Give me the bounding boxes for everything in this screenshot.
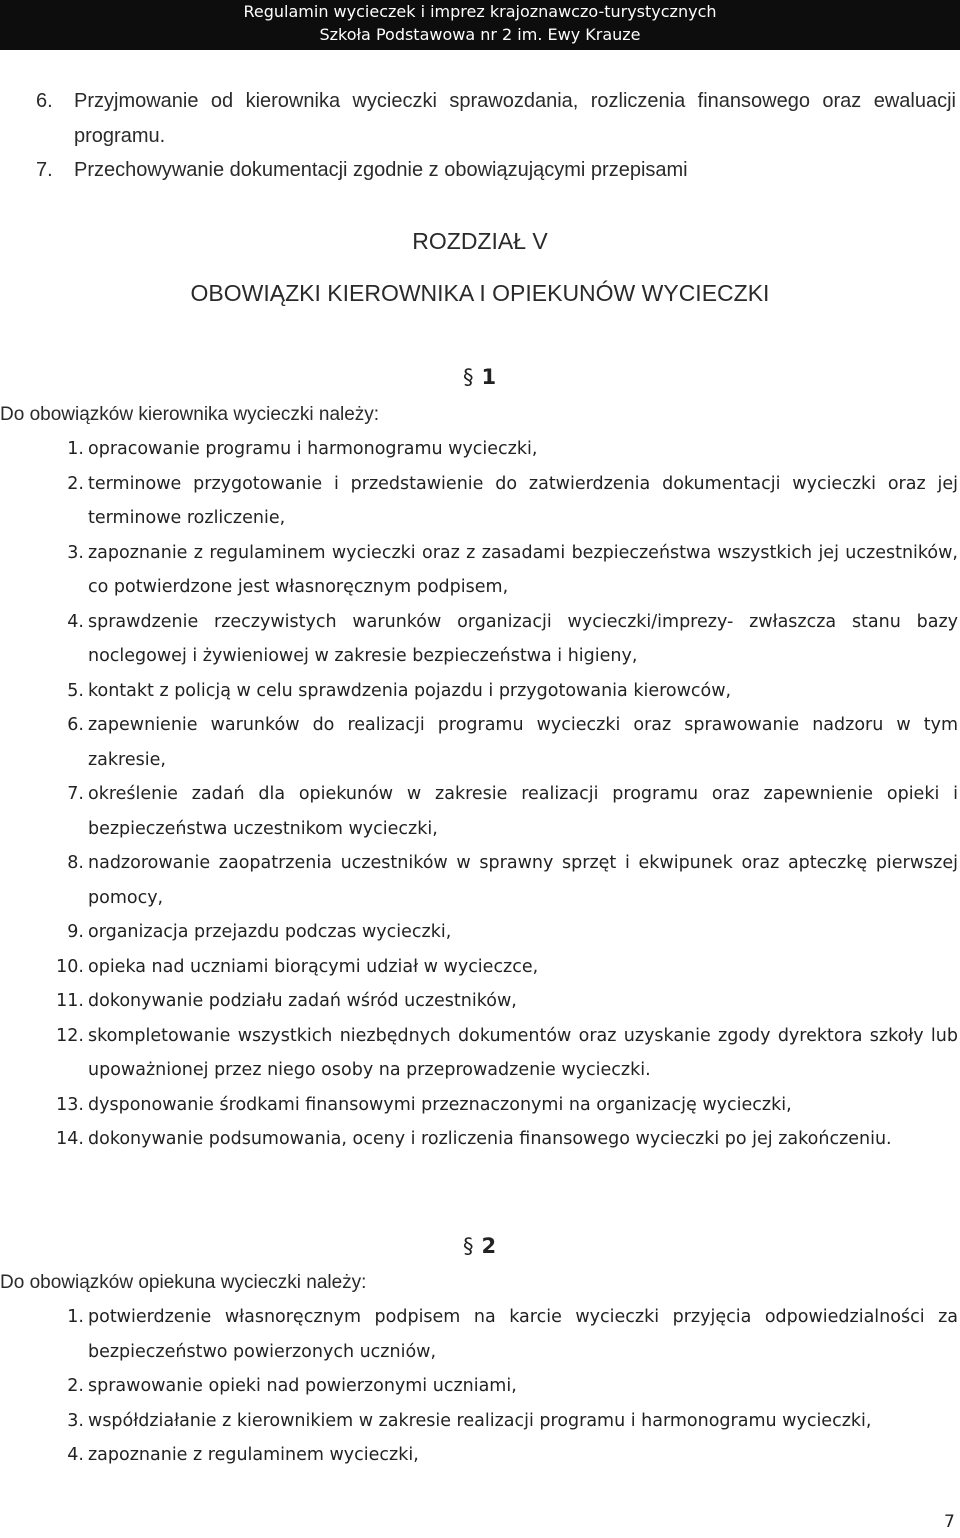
list-item-number: 3. [67,542,84,563]
list-item [0,846,958,915]
list-item-number: 12. [56,1025,84,1046]
list-item-text: sprawdzenie rzeczywistych warunków organizacji wycieczki/imprezy- zwłaszcza stanu bazy noclegowej i żywieniowej w zakresie bezpieczeństwa i higieny, [88,611,958,666]
section-number: 1 [481,365,497,389]
chapter-subtitle: OBOWIĄZKI KIEROWNIKA I OPIEKUNÓW WYCIECZKI [190,280,770,306]
list-item-text: zapoznanie z regulaminem wycieczki oraz z zasadami bezpieczeństwa wszystkich jej uczestników, co potwierdzone jest własnoręcznym podpisem, [88,542,958,597]
list-item-text: opieka nad uczniami biorącymi udział w wycieczce, [88,956,539,977]
list-item [0,1300,958,1369]
section-intro: Do obowiązków opiekuna wycieczki należy: [0,1272,367,1293]
list-item [0,1088,958,1123]
duties-list-leader [0,432,958,1157]
section-number: 2 [481,1234,497,1258]
list-item [0,915,958,950]
list-item [0,1019,958,1088]
list-item-number: 10. [56,956,84,977]
list-item [0,536,958,605]
header-title: Regulamin wycieczek i imprez krajoznawczo-turystycznych [243,2,717,21]
list-item-text: sprawowanie opieki nad powierzonymi uczniami, [88,1376,517,1396]
section-symbol: § [463,1234,474,1258]
list-item-number: 2. [67,473,84,494]
list-item-number: 1. [67,439,84,459]
list-item-number: 8. [67,853,84,873]
list-item [0,1122,958,1157]
list-item [30,153,956,188]
list-item [0,777,958,846]
list-item-text: Przyjmowanie od kierownika wycieczki sprawozdania, rozliczenia finansowego oraz ewaluacji programu. [74,90,956,147]
list-item-text: opracowanie programu i harmonogramu wycieczki, [88,439,538,459]
list-item-number: 9. [67,922,84,942]
list-item-number: 6. [67,715,84,735]
list-item-number: 1. [67,1307,84,1327]
list-item-number: 5. [67,680,84,701]
list-item-text: organizacja przejazdu podczas wycieczki, [88,922,452,942]
list-item [0,984,958,1019]
list-item-number: 4. [67,611,84,632]
list-item-text: nadzorowanie zaopatrzenia uczestników w sprawny sprzęt i ekwipunek oraz apteczkę pierwszej pomocy, [88,853,958,908]
section-intro: Do obowiązków kierownika wycieczki należy: [0,404,380,425]
header-school-name: Szkoła Podstawowa nr 2 im. Ewy Krauze [319,25,641,44]
list-item-text: zapoznanie z regulaminem wycieczki, [88,1445,419,1465]
list-item [0,467,958,536]
list-item-number: 2. [67,1376,84,1396]
list-item-number: 11. [56,991,84,1011]
section-heading-2 [463,1234,496,1258]
list-item-number: 13. [56,1094,84,1115]
list-item-text: dokonywanie podziału zadań wśród uczestników, [88,991,517,1011]
list-item-number: 3. [67,1410,84,1431]
section-symbol: § [463,365,474,389]
list-item-text: dysponowanie środkami finansowymi przeznaczonymi na organizację wycieczki, [88,1094,792,1115]
duties-list-guardian [0,1300,958,1473]
list-item-number: 4. [67,1445,84,1465]
list-item [0,674,958,709]
page-header [0,0,960,50]
list-item-number: 14. [56,1129,84,1149]
list-item [0,605,958,674]
list-item [30,84,956,153]
list-item-text: terminowe przygotowanie i przedstawienie do zatwierdzenia dokumentacji wycieczki oraz jej terminowe rozliczenie, [88,473,958,528]
section-heading-1 [463,365,496,389]
list-item [0,1404,958,1439]
list-item-text: określenie zadań dla opiekunów w zakresie realizacji programu oraz zapewnienie opieki i bezpieczeństwa uczestnikom wycieczki, [88,784,958,839]
list-item-text: Przechowywanie dokumentacji zgodnie z obowiązującymi przepisami [74,159,688,181]
list-item-text: potwierdzenie własnoręcznym podpisem na karcie wycieczki przyjęcia odpowiedzialności za bezpieczeństwo powierzonych uczniów, [88,1307,958,1362]
continued-list [30,84,956,188]
list-item-text: dokonywanie podsumowania, oceny i rozliczenia finansowego wycieczki po jej zakończeniu. [88,1129,892,1149]
list-item [0,432,958,467]
list-item [0,708,958,777]
list-item-number: 7. [67,784,84,804]
list-item-text: zapewnienie warunków do realizacji programu wycieczki oraz sprawowanie nadzoru w tym zakresie, [88,715,958,770]
list-item [0,950,958,985]
list-item-text: kontakt z policją w celu sprawdzenia pojazdu i przygotowania kierowców, [88,680,732,701]
list-item-text: skompletowanie wszystkich niezbędnych dokumentów oraz uzyskanie zgody dyrektora szkoły lub upoważnionej przez niego osoby na przeprowadzenie wycieczki. [88,1025,958,1080]
list-item-number: 7. [36,159,53,181]
list-item [0,1369,958,1404]
list-item-number: 6. [36,90,53,112]
chapter-title: ROZDZIAŁ V [412,228,548,254]
page-number: 7 [944,1512,955,1532]
list-item-text: współdziałanie z kierownikiem w zakresie realizacji programu i harmonogramu wycieczki, [88,1410,872,1431]
list-item [0,1438,958,1473]
